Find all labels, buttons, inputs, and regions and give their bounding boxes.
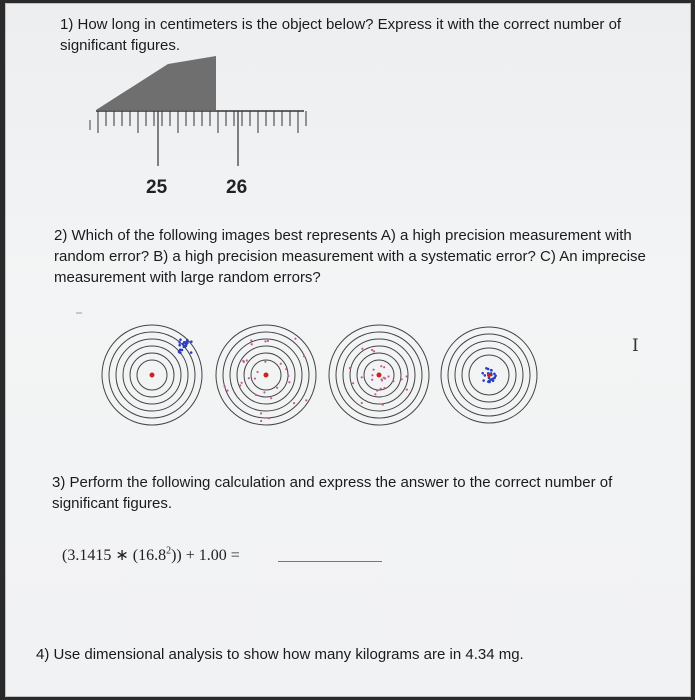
answer-blank[interactable] bbox=[278, 561, 382, 562]
target-dot bbox=[305, 399, 307, 401]
target-b bbox=[216, 325, 316, 425]
calculation-formula bbox=[62, 545, 240, 565]
target-dot bbox=[352, 382, 354, 384]
target-dot bbox=[376, 390, 378, 392]
question-1-text: 1) How long in centimeters is the object below? Express it with the correct number of significant figures. bbox=[60, 16, 622, 54]
target-dot bbox=[287, 375, 289, 377]
formula-prefix: (3.1415 ∗ (16.8 bbox=[62, 547, 167, 564]
target-dot bbox=[190, 340, 193, 343]
target-dot bbox=[226, 389, 228, 391]
ruler-svg bbox=[76, 54, 316, 204]
target-dot bbox=[268, 417, 270, 419]
target-dot bbox=[377, 373, 382, 378]
target-dot bbox=[487, 381, 490, 384]
target-dot bbox=[372, 369, 374, 371]
target-dot bbox=[184, 342, 187, 345]
question-2-text: 2) Which of the following images best represents A) a high precision measurement with random error? B) a high precision measurement with a systematic error? C) An imprecise measurement with large random errors? bbox=[54, 227, 646, 286]
target-dot bbox=[248, 377, 250, 379]
target-dot bbox=[406, 375, 408, 377]
ruler-label-25: 25 bbox=[146, 177, 168, 198]
target-d bbox=[441, 327, 537, 423]
target-dot bbox=[178, 344, 181, 347]
target-dot bbox=[361, 348, 363, 350]
target-dot bbox=[481, 372, 484, 375]
target-dot bbox=[371, 379, 373, 381]
ruler-figure bbox=[76, 54, 316, 204]
target-dot bbox=[293, 402, 295, 404]
target-dot bbox=[401, 378, 403, 380]
target-dot bbox=[260, 420, 262, 422]
target-dot bbox=[242, 360, 244, 362]
target-dot bbox=[224, 386, 226, 388]
target-dot bbox=[387, 375, 389, 377]
target-dot bbox=[182, 343, 185, 346]
targets-svg bbox=[94, 320, 554, 430]
target-dot bbox=[179, 338, 182, 341]
target-dot bbox=[263, 391, 265, 393]
question-4 bbox=[36, 644, 656, 665]
target-dot bbox=[373, 350, 375, 352]
target-dot bbox=[241, 382, 243, 384]
target-dot bbox=[371, 349, 373, 351]
ruler-ticks bbox=[98, 111, 306, 133]
target-dot bbox=[267, 340, 269, 342]
target-dot bbox=[371, 374, 373, 376]
target-dot bbox=[294, 338, 296, 340]
target-dot bbox=[190, 351, 193, 354]
target-diagrams bbox=[94, 320, 554, 430]
ruler-label-26: 26 bbox=[226, 177, 248, 198]
target-dot bbox=[361, 402, 363, 404]
target-dot bbox=[276, 387, 278, 389]
target-dot bbox=[264, 373, 269, 378]
target-dot bbox=[380, 365, 382, 367]
question-3-text: 3) Perform the following calculation and express the answer to the correct number of significant figures. bbox=[52, 474, 613, 512]
target-dot bbox=[260, 412, 262, 414]
target-dot bbox=[361, 376, 363, 378]
target-dot bbox=[383, 366, 385, 368]
target-dot bbox=[493, 377, 496, 380]
target-dot bbox=[150, 373, 155, 378]
target-dot bbox=[484, 374, 487, 377]
target-dot bbox=[382, 404, 384, 406]
question-1 bbox=[60, 14, 670, 56]
target-c bbox=[329, 325, 429, 425]
target-dot bbox=[264, 361, 266, 363]
target-dot bbox=[178, 351, 181, 354]
target-dot bbox=[280, 363, 282, 365]
target-dot bbox=[264, 340, 266, 342]
target-dot bbox=[380, 388, 382, 390]
text-cursor-icon: I bbox=[632, 336, 639, 356]
target-dot bbox=[270, 397, 272, 399]
target-dot bbox=[288, 381, 290, 383]
target-dot bbox=[285, 368, 287, 370]
target-dot bbox=[406, 389, 408, 391]
target-dot bbox=[303, 355, 305, 357]
target-dot bbox=[392, 380, 394, 382]
question-4-text: 4) Use dimensional analysis to show how many kilograms are in 4.34 mg. bbox=[36, 646, 524, 663]
target-dot bbox=[250, 339, 252, 341]
target-dot bbox=[485, 367, 488, 370]
target-dot bbox=[494, 374, 497, 377]
target-dot bbox=[383, 387, 385, 389]
measured-object bbox=[96, 56, 216, 110]
target-dot bbox=[374, 393, 376, 395]
target-dot bbox=[183, 345, 186, 348]
target-dot bbox=[246, 359, 248, 361]
stray-mark bbox=[76, 312, 82, 314]
question-3 bbox=[52, 472, 672, 514]
target-dot bbox=[254, 377, 256, 379]
formula-exponent: 2 bbox=[166, 545, 172, 557]
target-dot bbox=[255, 394, 257, 396]
target-dot bbox=[380, 378, 382, 380]
target-dot bbox=[239, 384, 241, 386]
target-dot bbox=[178, 341, 181, 344]
worksheet-page bbox=[6, 4, 690, 696]
question-2 bbox=[54, 225, 666, 288]
target-dot bbox=[349, 367, 351, 369]
target-dot bbox=[487, 373, 491, 377]
target-a bbox=[102, 325, 202, 425]
target-dot bbox=[490, 369, 493, 372]
target-dot bbox=[482, 379, 485, 382]
formula-suffix: )) + 1.00 = bbox=[171, 547, 240, 564]
target-dot bbox=[251, 343, 253, 345]
target-dot bbox=[384, 377, 386, 379]
target-dot bbox=[256, 371, 258, 373]
